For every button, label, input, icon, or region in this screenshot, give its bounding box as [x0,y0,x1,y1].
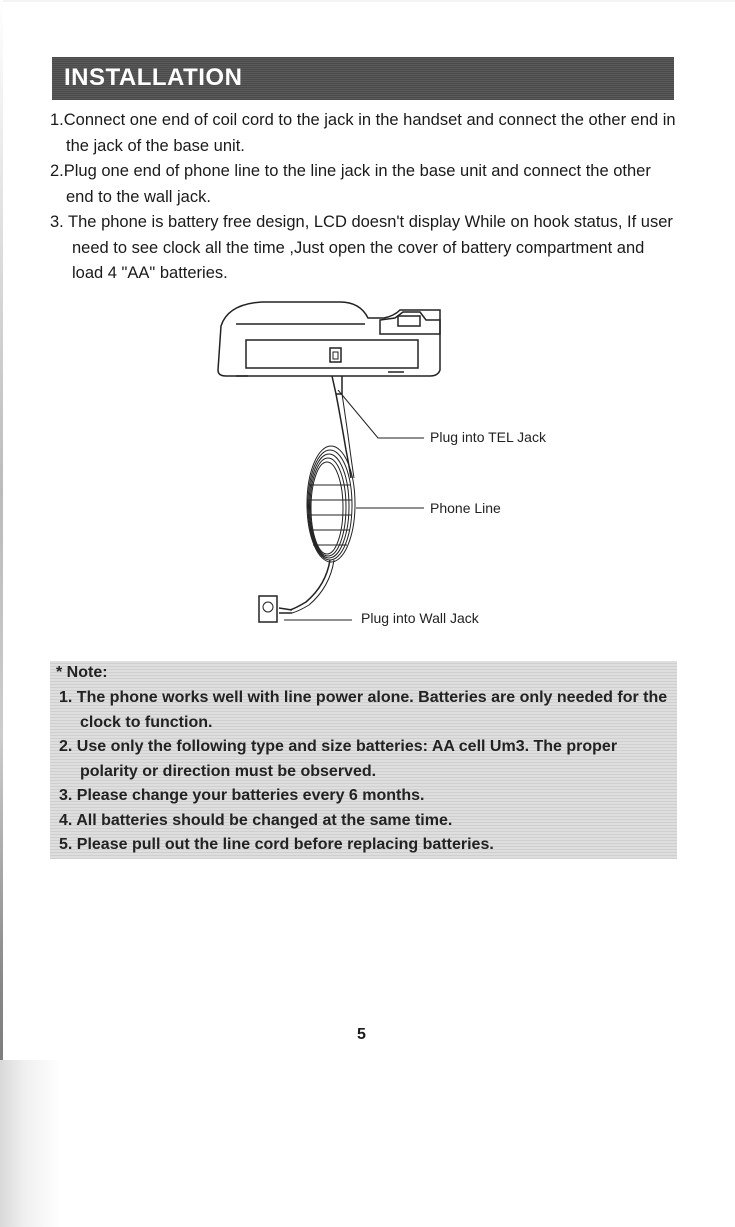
section-header [52,57,674,100]
callout-phone-line: Phone Line [430,500,501,516]
phone-base-body [218,302,440,376]
note-item-4: 4. All batteries should be changed at the same time. [59,811,453,829]
installation-diagram [0,290,735,650]
coiled-phone-line [307,446,355,562]
installation-steps [50,108,680,287]
scan-corner-shadow [0,1060,60,1227]
callout-tel-jack: Plug into TEL Jack [430,429,546,445]
tel-plug [332,376,342,394]
page-number: 5 [357,1026,366,1043]
note-item-5: 5. Please pull out the line cord before replacing batteries. [59,836,494,853]
note-item-3: 3. Please change your batteries every 6 months. [59,787,425,804]
callout-wall-jack: Plug into Wall Jack [361,610,479,626]
tel-jack-icon [330,348,341,362]
scan-edge-top [0,0,735,2]
step-1: 1.Connect one end of coil cord to the jack in the handset and connect the other end in the jack of the base unit. [50,111,676,155]
step-2: 2.Plug one end of phone line to the line jack in the base unit and connect the other end to the wall jack. [50,162,651,206]
note-list [59,686,679,858]
note-item-1: 1. The phone works well with line power alone. Batteries are only needed for the clock to function. [59,689,668,731]
phone-front-panel [246,340,418,368]
callout-line-tel [338,390,424,438]
note-box [50,661,677,859]
section-title: INSTALLATION [64,64,243,91]
wall-jack-plate [259,596,277,622]
step-3: 3. The phone is battery free design, LCD doesn't display While on hook status, If user need to see clock all the time ,Just open the cover of battery compartment and load 4 "AA" batteries. [50,213,673,282]
line-cord-lower [290,560,330,610]
phone-cord-hook [398,316,420,326]
phone-diagram-illustration [0,290,735,650]
note-title: * Note: [56,664,108,681]
note-item-2: 2. Use only the following type and size batteries: AA cell Um3. The proper polarity or direction must be observed. [59,738,618,780]
wall-jack-socket [263,602,273,612]
